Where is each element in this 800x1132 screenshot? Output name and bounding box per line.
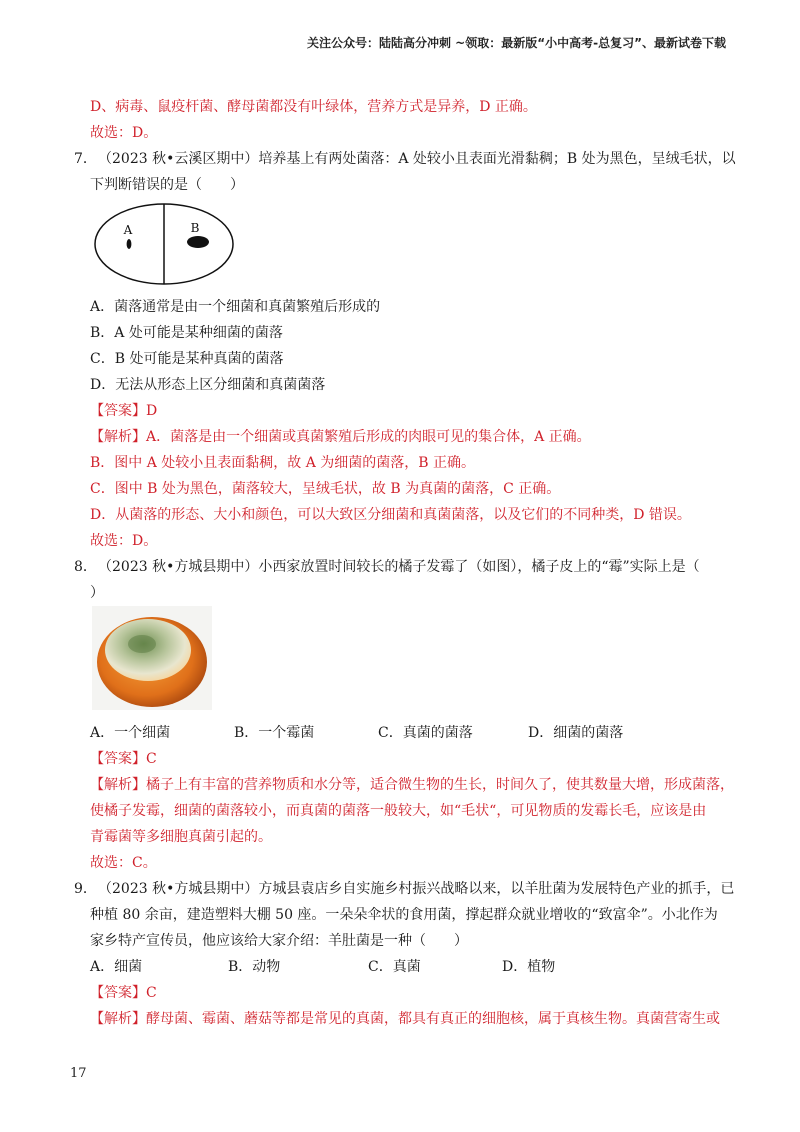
page-header: 关注公众号：陆陆高分冲刺 ~领取：最新版“小中高考-总复习”、最新试卷下载 <box>307 36 726 50</box>
q7-stem-line2: 下判断错误的是（ ） <box>90 177 244 193</box>
q9-analysis-line1: 【解析】酵母菌、霉菌、蘑菇等都是常见的真菌，都具有真正的细胞核，属于真核生物。真菌营寄生或 <box>90 1011 720 1027</box>
answer-tag: 【答案】 <box>90 403 146 419</box>
colony-a-mark <box>127 239 132 249</box>
q7-analysis-line4: D．从菌落的形态、大小和颜色，可以大致区分细菌和真菌菌落，以及它们的不同种类，D 错误。 <box>90 507 691 523</box>
q9-option-b: B．动物 <box>228 959 281 975</box>
q8-option-c: C．真菌的菌落 <box>378 725 473 741</box>
page-number: 17 <box>70 1066 87 1081</box>
q7-answer <box>90 400 157 420</box>
q8-stem-line1: （2023 秋•方城县期中）小西家放置时间较长的橘子发霉了（如图），橘子皮上的“霉”实际上是（ <box>98 559 700 575</box>
q6-pick: 故选：D。 <box>90 125 158 141</box>
q8-answer <box>90 748 157 768</box>
analysis-tag: 【解析】 <box>90 777 146 793</box>
moldy-orange-photo <box>92 606 212 710</box>
q8-analysis-line2: 使橘子发霉，细菌的菌落较小，而真菌的菌落一般较大，如“毛状“，可见物质的发霉长毛，应该是由 <box>90 803 707 819</box>
colony-b-mark <box>187 236 209 248</box>
q8-option-a: A．一个细菌 <box>90 725 171 741</box>
q7-stem-line1: （2023 秋•云溪区期中）培养基上有两处菌落：A 处较小且表面光滑黏稠；B 处为黑色，呈绒毛状，以 <box>98 151 736 167</box>
colony-a-label: A <box>123 223 133 237</box>
analysis-tag: 【解析】 <box>90 1011 146 1027</box>
q8-option-d: D．细菌的菌落 <box>528 725 624 741</box>
q9-option-d: D．植物 <box>502 959 556 975</box>
q8-analysis-line3: 青霉菌等多细胞真菌引起的。 <box>90 829 272 845</box>
answer-value: D <box>146 403 158 419</box>
analysis-tag: 【解析】 <box>90 429 146 445</box>
mold-dark-patch <box>128 635 156 653</box>
q7-option-d: D．无法从形态上区分细菌和真菌菌落 <box>90 377 326 393</box>
q9-stem-line3: 家乡特产宣传员，他应该给大家介绍：羊肚菌是一种（ ） <box>90 933 468 949</box>
petri-dish-figure <box>92 200 236 288</box>
q6-analysis-line: D、病毒、鼠疫杆菌、酵母菌都没有叶绿体，营养方式是异养，D 正确。 <box>90 99 537 115</box>
answer-value: C <box>146 985 157 1001</box>
q7-option-c: C．B 处可能是某种真菌的菌落 <box>90 351 284 367</box>
answer-value: C <box>146 751 157 767</box>
colony-b-label: B <box>190 221 200 235</box>
q8-analysis-line1: 【解析】橘子上有丰富的营养物质和水分等，适合微生物的生长，时间久了，使其数量大增，形成菌落， <box>90 777 734 793</box>
answer-tag: 【答案】 <box>90 985 146 1001</box>
q9-number: 9． <box>74 881 97 897</box>
q8-number: 8． <box>74 559 97 575</box>
q9-answer <box>90 982 157 1002</box>
q9-stem-line1: （2023 秋•方城县期中）方城县袁店乡自实施乡村振兴战略以来，以羊肚菌为发展特色产业的抓手，已 <box>98 881 735 897</box>
q7-pick: 故选：D。 <box>90 533 158 549</box>
q7-analysis-line1: 【解析】A．菌落是由一个细菌或真菌繁殖后形成的肉眼可见的集合体，A 正确。 <box>90 429 591 445</box>
q7-analysis-line3: C．图中 B 处为黑色，菌落较大，呈绒毛状，故 B 为真菌的菌落，C 正确。 <box>90 481 561 497</box>
answer-tag: 【答案】 <box>90 751 146 767</box>
q8-stem-line2: ） <box>90 585 104 601</box>
q7-analysis-line2: B．图中 A 处较小且表面黏稠，故 A 为细菌的菌落，B 正确。 <box>90 455 476 471</box>
q9-option-a: A．细菌 <box>90 959 143 975</box>
q7-option-b: B．A 处可能是某种细菌的菌落 <box>90 325 283 341</box>
q7-option-a: A．菌落通常是由一个细菌和真菌繁殖后形成的 <box>90 299 381 315</box>
q8-option-b: B．一个霉菌 <box>234 725 315 741</box>
q9-option-c: C．真菌 <box>368 959 421 975</box>
q7-number: 7． <box>74 151 97 167</box>
q9-stem-line2: 种植 80 余亩，建造塑料大棚 50 座。一朵朵伞状的食用菌，撑起群众就业增收的“致富伞”。小北作为 <box>90 907 718 923</box>
q8-pick: 故选：C。 <box>90 855 157 871</box>
